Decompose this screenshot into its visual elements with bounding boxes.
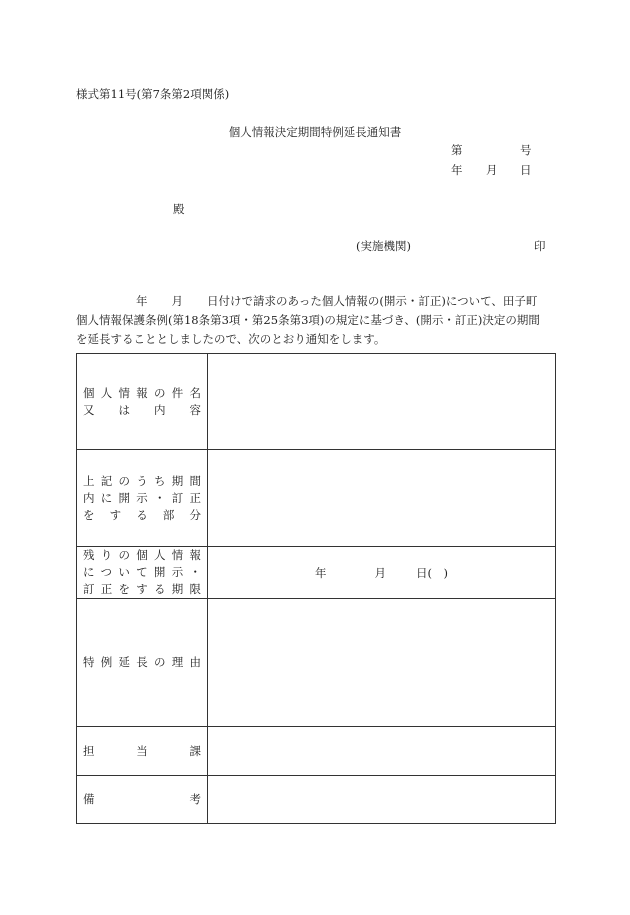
row-label-subject (77, 354, 208, 450)
table-row-remarks (77, 776, 556, 824)
label-line: について開示・ (83, 565, 201, 579)
body-month: 月 (171, 294, 183, 308)
row-label-remarks (77, 776, 208, 824)
label-line: 特例延長の理由 (83, 655, 201, 669)
document-title: 個人情報決定期間特例延長通知書 (228, 125, 402, 139)
section-value-cell[interactable] (208, 727, 556, 776)
body-line-2: 個人情報保護条例(第18条第3項・第25条第3項)の規定に基づき、(開示・訂正)決定の期間 (76, 313, 540, 327)
body-line-1 (76, 292, 556, 311)
subject-value-cell[interactable] (208, 354, 556, 450)
form-number: 様式第11号(第7条第2項関係) (76, 87, 230, 101)
table-row-partial (77, 450, 556, 547)
row-label-deadline (77, 547, 208, 599)
table-row-deadline (77, 547, 556, 599)
addressee-suffix: 殿 (173, 202, 185, 216)
label-line: 訂正をする期限 (83, 582, 201, 596)
deadline-year: 年 (315, 565, 327, 580)
label-line: 上記のうち期間 (83, 473, 201, 488)
date-month-label: 月 (486, 163, 498, 177)
reason-value-cell[interactable] (208, 599, 556, 727)
label-line: 又は内容 (83, 402, 201, 417)
label-line: 個人情報の件名 (83, 385, 201, 400)
deadline-day: 日( ) (416, 565, 448, 580)
label-line: 残りの個人情報 (83, 548, 201, 562)
label-line: 担当課 (83, 743, 201, 758)
seal-label: 印 (534, 239, 546, 253)
label-line: をする部分 (83, 507, 201, 522)
table-row-subject (77, 354, 556, 450)
row-label-reason (77, 599, 208, 727)
table-row-reason (77, 599, 556, 727)
label-line: 備考 (83, 792, 201, 806)
deadline-value-cell[interactable] (208, 547, 556, 599)
notice-body (76, 292, 556, 349)
doc-number-suffix: 号 (520, 143, 532, 157)
deadline-month: 月 (374, 565, 386, 580)
date-year-label: 年 (451, 163, 463, 177)
date-day-label: 日 (520, 163, 532, 177)
remarks-value-cell[interactable] (208, 776, 556, 824)
row-label-section (77, 727, 208, 776)
body-year: 年 (136, 294, 148, 308)
label-line: 内に開示・訂正 (83, 490, 201, 505)
body-line-1-text: 日付けで請求のあった個人情報の(開示・訂正)について、田子町 (207, 294, 538, 308)
body-line-3: を延長することとしましたので、次のとおり通知をします。 (76, 332, 386, 346)
doc-number-prefix: 第 (451, 143, 463, 157)
agency-label: (実施機関) (356, 239, 411, 253)
notice-table (76, 353, 556, 824)
row-label-partial (77, 450, 208, 547)
partial-value-cell[interactable] (208, 450, 556, 547)
table-row-section (77, 727, 556, 776)
